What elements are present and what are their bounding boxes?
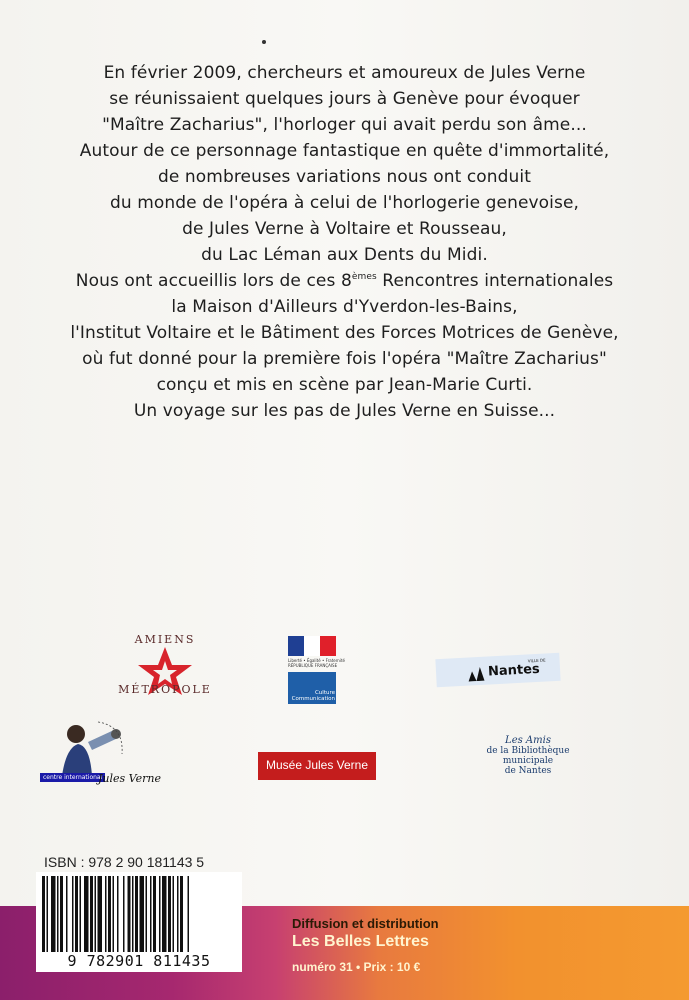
isbn-text: ISBN : 978 2 90 181143 5	[44, 854, 205, 870]
amis-line: de la Bibliothèque	[486, 746, 570, 756]
barcode-bar	[47, 876, 49, 952]
barcode-bar	[90, 876, 93, 952]
figure-icon	[48, 720, 128, 780]
blurb-line: de Jules Verne à Voltaire et Rousseau,	[182, 219, 507, 239]
amis-line: de Nantes	[504, 766, 552, 776]
culture-communication-logo	[288, 672, 336, 704]
nantes-mark-icon	[468, 667, 489, 682]
republique-francaise-logo	[288, 636, 345, 706]
amis-bibliotheque-logo	[478, 736, 578, 796]
barcode-bar	[72, 876, 74, 952]
barcode-bar	[84, 876, 89, 952]
barcode-bar	[162, 876, 167, 952]
amiens-metropole-logo	[110, 625, 220, 710]
blurb-line: l'Institut Voltaire et le Bâtiment des Forces Motrices de Genève,	[70, 323, 619, 343]
barcode-bars	[42, 876, 236, 952]
barcode-bar	[98, 876, 103, 952]
rf-motto	[288, 658, 348, 668]
amiens-logo-top-text: AMIENS	[134, 633, 196, 646]
blurb-line: du Lac Léman aux Dents du Midi.	[201, 245, 488, 265]
blurb-line: se réunissaient quelques jours à Genève pour évoquer	[109, 89, 580, 109]
barcode-bar	[75, 876, 78, 952]
nantes-ville-text: VILLE DE	[527, 657, 546, 664]
flag-icon	[288, 636, 336, 656]
amiens-logo-bottom-text: MÉTROPOLE	[118, 683, 212, 696]
barcode-bar	[80, 876, 82, 952]
barcode-bar	[150, 876, 152, 952]
centre-international-jules-verne-logo	[38, 720, 188, 800]
barcode-bar	[140, 876, 145, 952]
amis-line: municipale	[502, 756, 554, 766]
blurb-line	[20, 268, 669, 294]
blurb-line: conçu et mis en scène par Jean-Marie Curti.	[156, 375, 533, 395]
blurb-line: Un voyage sur les pas de Jules Verne en Suisse...	[133, 401, 556, 421]
barcode-bar	[132, 876, 134, 952]
barcode-digits: 9 782901 811435	[67, 952, 211, 970]
blurb-line: la Maison d'Ailleurs d'Yverdon-les-Bains,	[171, 297, 518, 317]
barcode-bar	[123, 876, 125, 952]
barcode-bar	[135, 876, 138, 952]
blurb-fragment: Rencontres internationales	[376, 271, 614, 291]
blurb-line: où fut donné pour la première fois l'opéra "Maître Zacharius"	[82, 349, 607, 369]
culture-line: Culture	[314, 690, 335, 696]
barcode-bar	[105, 876, 107, 952]
barcode-bar	[51, 876, 56, 952]
barcode-bar	[153, 876, 156, 952]
barcode-bar	[177, 876, 179, 952]
musee-jules-verne-logo	[258, 752, 376, 780]
barcode-bar	[42, 876, 45, 952]
issue-price: numéro 31 • Prix : 10 €	[292, 960, 421, 974]
blurb-line: "Maître Zacharius", l'horloger qui avait perdu son âme...	[102, 115, 587, 135]
barcode-bar	[60, 876, 63, 952]
barcode-bar	[146, 876, 148, 952]
barcode-bar	[113, 876, 115, 952]
barcode-bar	[117, 876, 119, 952]
nantes-name-text: Nantes	[487, 661, 541, 680]
blurb-line: du monde de l'opéra à celui de l'horlogerie genevoise,	[109, 193, 580, 213]
rf-country-text: RÉPUBLIQUE FRANÇAISE	[288, 663, 338, 668]
blurb-line: de nombreuses variations nous ont conduit	[157, 167, 532, 187]
barcode	[36, 872, 242, 972]
ordinal-suffix: èmes	[351, 272, 377, 282]
barcode-bar	[159, 876, 161, 952]
barcode-bar	[95, 876, 97, 952]
diffusion-label: Diffusion et distribution	[292, 916, 439, 931]
barcode-bar	[188, 876, 190, 952]
barcode-bar	[168, 876, 171, 952]
blurb-line: En février 2009, chercheurs et amoureux de Jules Verne	[103, 63, 586, 83]
blurb-line: Autour de ce personnage fantastique en quête d'immortalité,	[79, 141, 610, 161]
culture-text	[292, 690, 335, 702]
cover-blurb	[20, 60, 669, 424]
jules-verne-signature: Jules Verne	[98, 772, 161, 785]
blurb-fragment: Nous ont accueillis lors de ces 8	[75, 271, 352, 291]
ville-de-nantes-logo	[435, 653, 560, 687]
barcode-bar	[173, 876, 175, 952]
barcode-bar	[108, 876, 111, 952]
communication-line: Communication	[291, 696, 335, 702]
barcode-bar	[128, 876, 131, 952]
cijv-tag: centre international	[40, 773, 105, 782]
barcode-bar	[66, 876, 68, 952]
musee-text: Musée Jules Verne	[265, 758, 369, 772]
amis-line: Les Amis	[505, 735, 551, 746]
ink-dot	[262, 40, 266, 44]
rf-motto-text: Liberté • Égalité • Fraternité	[288, 658, 345, 663]
publisher-name: Les Belles Lettres	[292, 933, 429, 950]
barcode-bar	[57, 876, 59, 952]
barcode-bar	[180, 876, 183, 952]
